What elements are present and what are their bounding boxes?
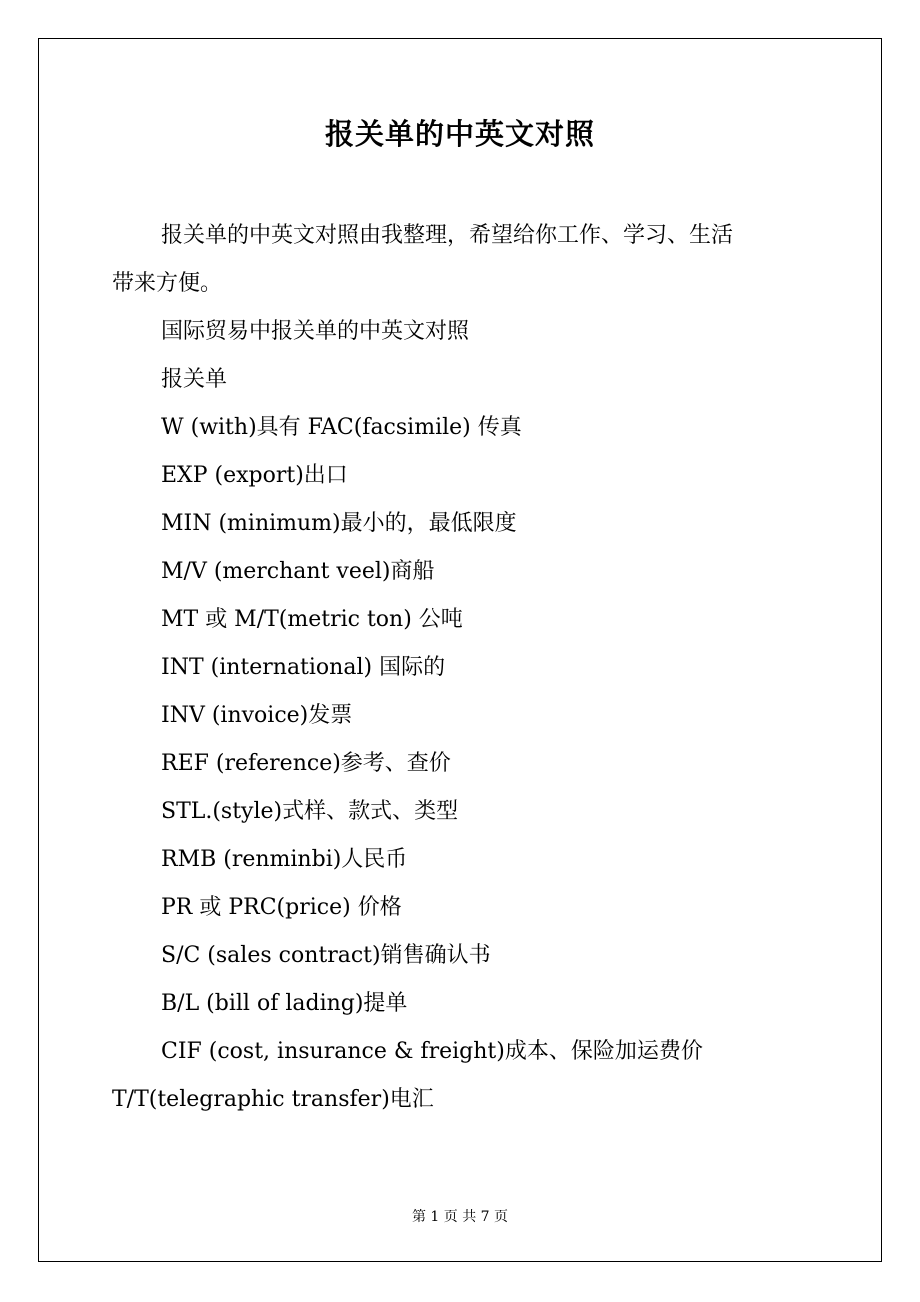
document-title: 报关单的中英文对照: [324, 117, 595, 151]
intro-paragraph: [112, 212, 812, 308]
text-line-3: W (with)具有 FAC(facsimile) 传真: [161, 415, 522, 440]
text-line-10: REF (reference)参考、查价: [161, 751, 451, 776]
text-line-11: STL.(style)式样、款式、类型: [161, 799, 459, 824]
page-number-footer: 第 1 页 共 7 页: [411, 1209, 509, 1225]
text-line-8: INT (international) 国际的: [161, 655, 446, 680]
text-line-2: 报关单: [161, 367, 228, 392]
text-line-14: S/C (sales contract)销售确认书: [161, 943, 491, 968]
text-line-16: CIF (cost, insurance & freight)成本、保险加运费价: [161, 1039, 703, 1064]
text-line-7: MT 或 M/T(metric ton) 公吨: [161, 607, 463, 632]
text-line-15: B/L (bill of lading)提单: [161, 991, 408, 1016]
text-line-13: PR 或 PRC(price) 价格: [161, 895, 402, 920]
text-line-1: 国际贸易中报关单的中英文对照: [161, 319, 470, 344]
text-line-4: EXP (export)出口: [161, 463, 348, 488]
text-line-5: MIN (minimum)最小的，最低限度: [161, 511, 517, 536]
intro-line-1: 报关单的中英文对照由我整理，希望给你工作、学习、生活: [161, 223, 734, 248]
intro-line-2: 带来方便。: [112, 271, 223, 296]
text-line-6: M/V (merchant veel)商船: [161, 559, 435, 584]
text-line-17: T/T(telegraphic transfer)电汇: [112, 1087, 434, 1112]
text-line-9: INV (invoice)发票: [161, 703, 353, 728]
text-line-12: RMB (renminbi)人民币: [161, 847, 408, 872]
